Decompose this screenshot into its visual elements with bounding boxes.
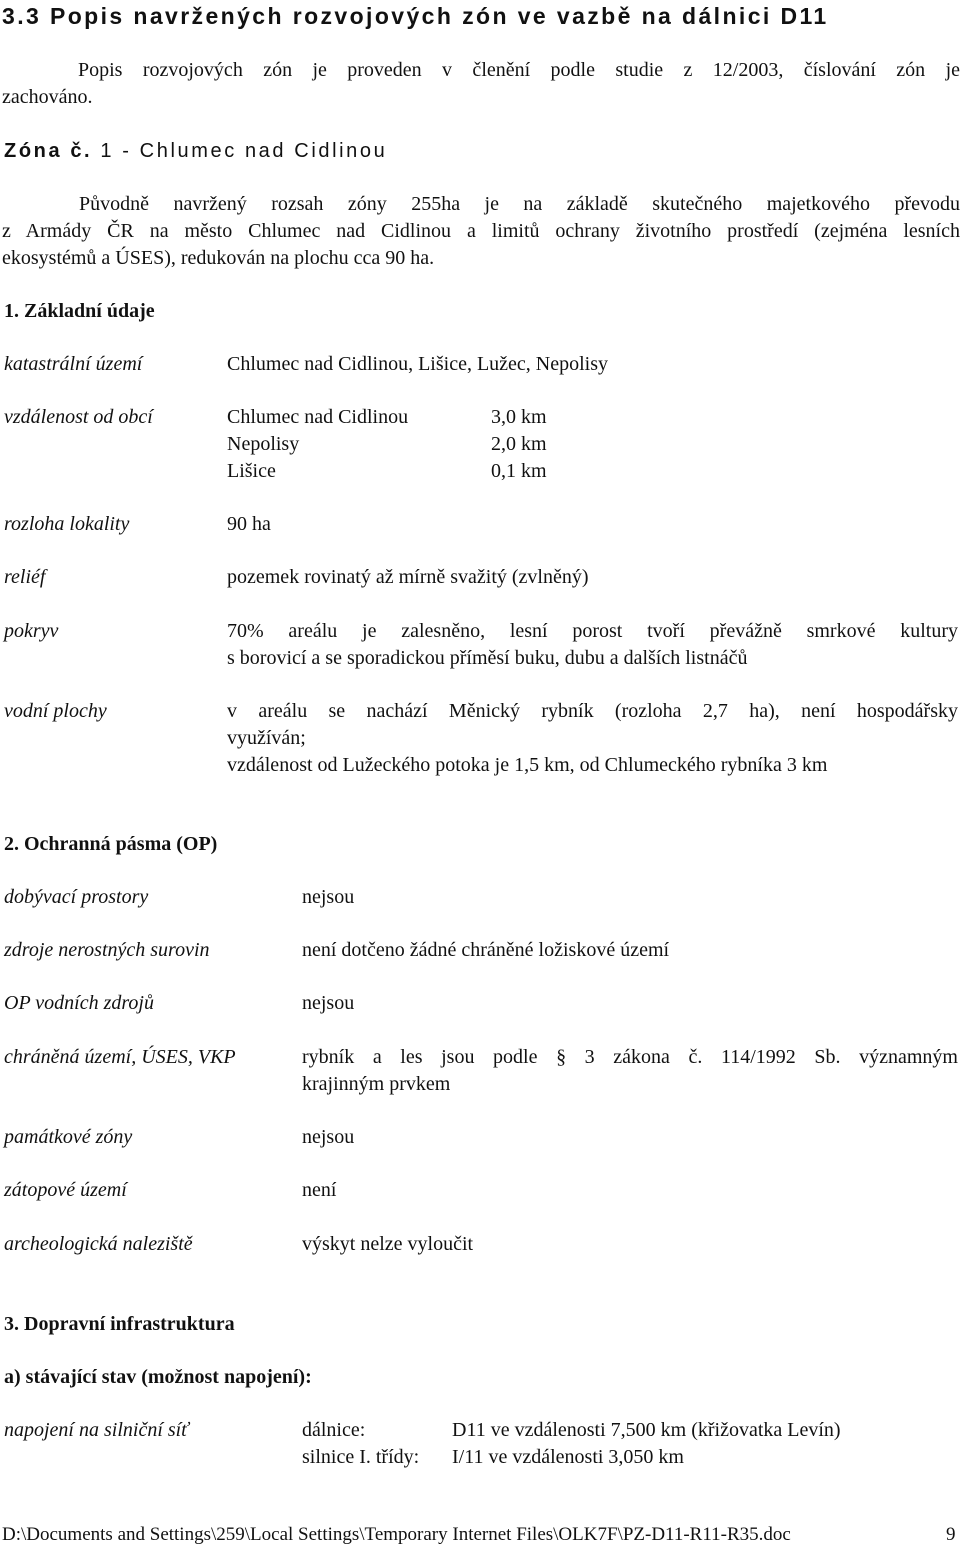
cadastral-value: Chlumec nad Cidlinou, Lišice, Lužec, Nepolisy [227,353,609,375]
op-value: nejsou [302,992,355,1014]
water-line-1: v areálu se nachází Měnický rybník (rozloha 2,7 ha), není hospodářsky [227,700,958,722]
cover-line-1: 70% areálu je zalesněno, lesní porost tvoří převážně smrkové kultury [227,620,958,642]
road-value: D11 ve vzdálenosti 7,500 km (křižovatka Levín) [452,1419,841,1441]
section-3-subtitle: a) stávající stav (možnost napojení): [4,1366,312,1388]
op-label: památkové zóny [4,1126,133,1148]
footer-page-number: 9 [946,1524,956,1545]
op-label: zátopové území [4,1179,127,1201]
op-value: výskyt nelze vyloučit [302,1233,474,1255]
area-value: 90 ha [227,513,271,535]
zone-prefix: Zóna č. [4,140,93,162]
intro-line-1: Popis rozvojových zón je proveden v členění podle studie z 12/2003, číslování zón je [78,59,960,81]
op-value: rybník a les jsou podle § 3 zákona č. 114/1992 Sb. významným [302,1046,958,1068]
section-3-title: 3. Dopravní infrastruktura [4,1313,235,1335]
distance-label: vzdálenost od obcí [4,406,153,428]
op-label: zdroje nerostných surovin [4,939,210,961]
op-value-continued: krajinným prvkem [302,1073,451,1095]
intro-line-2: zachováno. [2,86,93,108]
road-type: dálnice: [302,1419,366,1441]
cover-label: pokryv [4,620,59,642]
op-value: nejsou [302,886,355,908]
area-label: rozloha lokality [4,513,130,535]
page-heading: 3.3 Popis navržených rozvojových zón ve vazbě na dálnici D11 [2,3,829,29]
distance-km: 3,0 km [491,406,547,428]
op-label: chráněná území, ÚSES, VKP [4,1046,236,1068]
water-line-3: vzdálenost od Lužeckého potoka je 1,5 km, od Chlumeckého rybníka 3 km [227,754,828,776]
relief-value: pozemek rovinatý až mírně svažitý (zvlněný) [227,566,589,588]
distance-place: Nepolisy [227,433,300,455]
op-label: archeologická naleziště [4,1233,193,1255]
op-value: není [302,1179,337,1201]
distance-km: 0,1 km [491,460,547,482]
road-type: silnice I. třídy: [302,1446,420,1468]
relief-label: reliéf [4,566,46,588]
zone-para-line-3: ekosystémů a ÚSES), redukován na plochu cca 90 ha. [2,247,435,269]
section-1-title: 1. Základní údaje [4,300,155,322]
op-label: OP vodních zdrojů [4,992,154,1014]
water-label: vodní plochy [4,700,107,722]
distance-place: Lišice [227,460,276,482]
op-value: není dotčeno žádné chráněné ložiskové území [302,939,670,961]
zone-heading [4,140,387,163]
distance-km: 2,0 km [491,433,547,455]
op-value: nejsou [302,1126,355,1148]
section-2-title: 2. Ochranná pásma (OP) [4,833,218,855]
op-label: dobývací prostory [4,886,149,908]
distance-place: Chlumec nad Cidlinou [227,406,409,428]
zone-para-line-1: Původně navržený rozsah zóny 255ha je na základě skutečného majetkového převodu [79,193,960,215]
cover-line-2: s borovicí a se sporadickou příměsí buku, dubu a dalších listnáčů [227,647,748,669]
cadastral-label: katastrální území [4,353,143,375]
zone-para-line-2: z Armády ČR na město Chlumec nad Cidlinou a limitů ochrany životního prostředí (zejména lesních [2,220,960,242]
water-line-2: využíván; [227,727,306,749]
road-label: napojení na silniční síť [4,1419,189,1441]
road-value: I/11 ve vzdálenosti 3,050 km [452,1446,684,1468]
footer-file-path: D:\Documents and Settings\259\Local Settings\Temporary Internet Files\OLK7F\PZ-D11-R11-R35.doc [2,1524,791,1545]
zone-name: 1 - Chlumec nad Cidlinou [92,140,388,162]
